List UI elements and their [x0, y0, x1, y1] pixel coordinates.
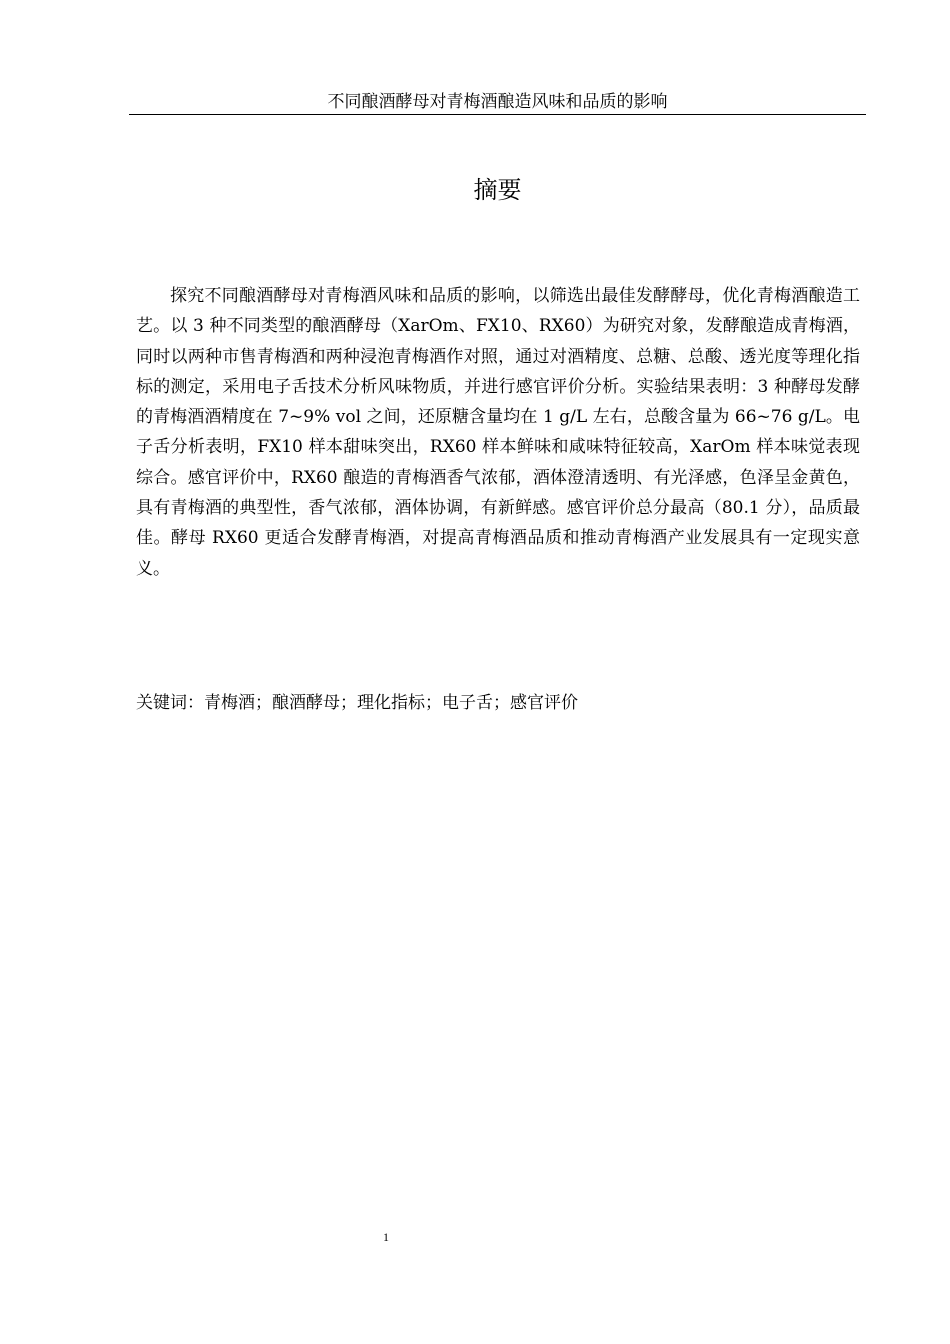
page-number: 1	[383, 1230, 389, 1244]
running-header-title: 不同酿酒酵母对青梅酒酿造风味和品质的影响	[327, 92, 668, 112]
abstract-heading: 摘要	[473, 176, 522, 204]
abstract-paragraph: 探究不同酿酒酵母对青梅酒风味和品质的影响，以筛选出最佳发酵酵母，优化青梅酒酿造工艺。以 3 种不同类型的酿酒酵母（XarOm、FX10、RX60）为研究对象，发酵酿造成青梅酒，同时以两种市售青梅酒和两种浸泡青梅酒作对照，通过对酒精度、总糖、总酸、透光度等理化指标的测定，采用电子舌技术分析风味物质，并进行感官评价分析。实验结果表明：3 种酵母发酵的青梅酒酒精度在 7~9% vol 之间，还原糖含量均在 1 g/L 左右，总酸含量为 66~76 g/L。电子舌分析表明，FX10 样本甜味突出，RX60 样本鲜味和咸味特征较高，XarOm 样本味觉表现综合。感官评价中，RX60 酿造的青梅酒香气浓郁，酒体澄清透明、有光泽感，色泽呈金黄色，具有青梅酒的典型性，香气浓郁，酒体协调，有新鲜感。感官评价总分最高（80.1 分），品质最佳。酵母 RX60 更适合发酵青梅酒，对提高青梅酒品质和推动青梅酒产业发展具有一定现实意义。	[136, 286, 860, 579]
header-divider	[129, 114, 866, 115]
keywords-line: 关键词：青梅酒；酿酒酵母；理化指标；电子舌；感官评价	[136, 693, 578, 713]
